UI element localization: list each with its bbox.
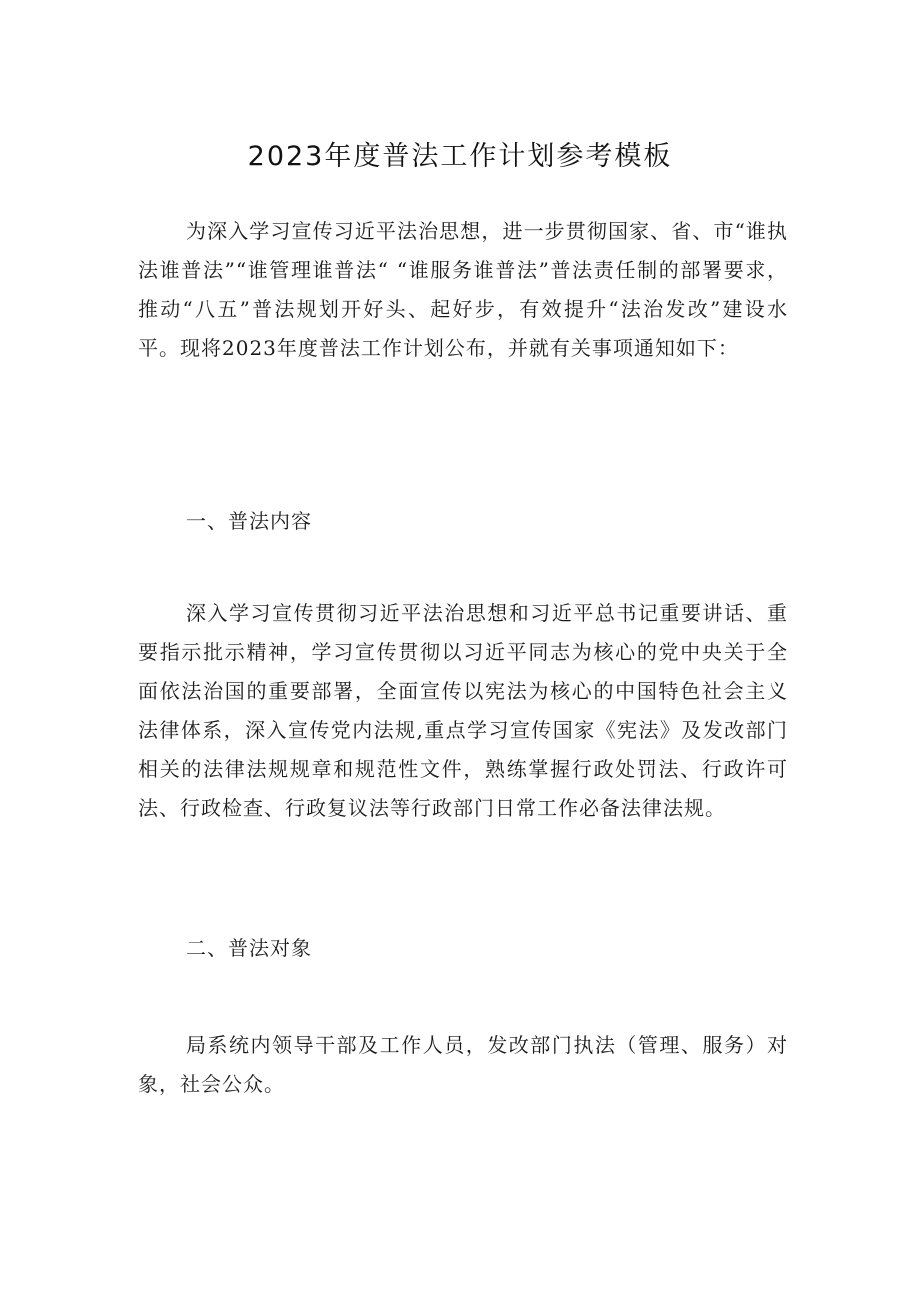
- document-title: 2023年度普法工作计划参考模板: [247, 141, 673, 172]
- intro-paragraph: 为深入学习宣传习近平法治思想，进一步贯彻国家、省、市“谁执法谁普法”“谁管理谁普法“ “谁服务谁普法”普法责任制的部署要求，推动“八五”普法规划开好头、起好步，有效提升“法治发改”建设水平。现将2023年度普法工作计划公布，并就有关事项通知如下：: [138, 219, 788, 360]
- section-heading-content: 一、普法内容: [186, 509, 312, 533]
- section-heading-target: 二、普法对象: [186, 936, 312, 960]
- section-body-content: 深入学习宣传贯彻习近平法治思想和习近平总书记重要讲话、重要指示批示精神，学习宣传贯彻以习近平同志为核心的党中央关于全面依法治国的重要部署，全面宣传以宪法为核心的中国特色社会主义法律体系，深入宣传党内法规,重点学习宣传国家《宪法》及发改部门相关的法律法规规章和规范性文件，熟练掌握行政处罚法、行政许可法、行政检查、行政复议法等行政部门日常工作必备法律法规。: [138, 601, 788, 820]
- section-body-target: 局系统内领导干部及工作人员，发改部门执法（管理、服务）对象，社会公众。: [138, 1033, 788, 1096]
